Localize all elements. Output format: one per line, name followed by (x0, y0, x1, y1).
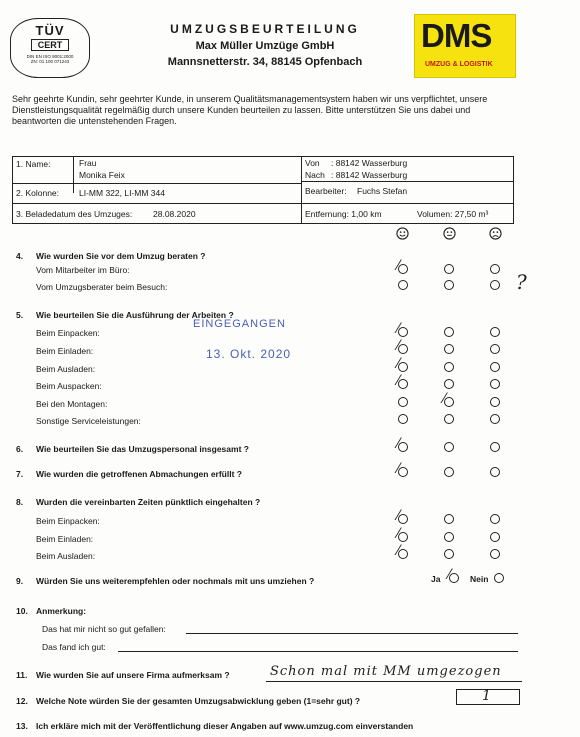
q6-text: Wie beurteilen Sie das Umzugspersonal insgesamt ? (36, 444, 249, 454)
check-mark-icon: ⁄ (397, 338, 400, 354)
tuv-logo-iso (11, 54, 89, 64)
q10-line1[interactable] (186, 633, 518, 634)
q10-number: 10. (16, 606, 28, 616)
check-mark-icon: ⁄ (397, 461, 400, 477)
check-mark-icon: ⁄ (397, 436, 400, 452)
q9-number: 9. (16, 576, 24, 586)
q13-number: 13. (16, 721, 28, 731)
von-label: Von (305, 158, 320, 168)
q9-ja-label: Ja (431, 574, 441, 584)
tuv-logo-text: TÜV (35, 23, 65, 38)
rating-circle[interactable] (444, 344, 454, 354)
q4-number: 4. (16, 251, 24, 261)
name-value: Monika Feix (79, 170, 125, 180)
q11-text: Wie wurden Sie auf unsere Firma aufmerksam ? (36, 670, 230, 680)
q10-sub1: Das hat mir nicht so gut gefallen: (42, 624, 166, 634)
rating-circle[interactable] (444, 467, 454, 477)
rating-circle[interactable] (490, 327, 500, 337)
rating-circle[interactable] (398, 532, 408, 542)
check-mark-icon: ⁄ (397, 508, 400, 524)
dms-logo (414, 14, 516, 78)
volumen-value: Volumen: 27,50 m³ (417, 209, 489, 219)
rating-circle[interactable] (444, 442, 454, 452)
q8-text: Wurden die vereinbarten Zeiten pünktlich eingehalten ? (36, 497, 261, 507)
datum-value: 28.08.2020 (153, 209, 196, 219)
check-mark-icon: ⁄ (397, 356, 400, 372)
rating-circle[interactable] (490, 379, 500, 389)
q12-text: Welche Note würden Sie der gesamten Umzugsabwicklung geben (1=sehr gut) ? (36, 696, 361, 706)
q9-ja-circle[interactable] (449, 573, 459, 583)
q8-sub3: Beim Ausladen: (36, 551, 96, 561)
q13-text: Ich erkläre mich mit der Veröffentlichung dieser Angaben auf www.umzug.com einverstanden (36, 721, 414, 731)
rating-circle[interactable] (490, 344, 500, 354)
check-mark-icon: ⁄ (443, 391, 446, 407)
rating-circle[interactable] (490, 442, 500, 452)
rating-circle[interactable] (490, 549, 500, 559)
customer-info-table (12, 156, 514, 224)
rating-circle[interactable] (444, 379, 454, 389)
rating-circle[interactable] (398, 442, 408, 452)
smiley-happy-icon (396, 227, 409, 240)
kolonne-value: LI-MM 322, LI-MM 344 (79, 188, 165, 198)
handwritten-question-mark: ? (516, 270, 527, 294)
tuv-logo-cert: CERT (31, 39, 70, 51)
bearbeiter-label: Bearbeiter: (305, 186, 347, 196)
name-label: 1. Name: (16, 159, 51, 169)
rating-circle[interactable] (490, 264, 500, 274)
rating-circle[interactable] (398, 264, 408, 274)
rating-circle[interactable] (490, 414, 500, 424)
q8-sub1: Beim Einpacken: (36, 516, 100, 526)
kolonne-label: 2. Kolonne: (16, 188, 60, 198)
rating-circle[interactable] (490, 362, 500, 372)
rating-circle[interactable] (444, 264, 454, 274)
rating-circle[interactable] (398, 514, 408, 524)
von-value: : 88142 Wasserburg (331, 158, 408, 168)
rating-circle[interactable] (398, 467, 408, 477)
rating-circle[interactable] (490, 397, 500, 407)
smiley-neutral-icon (443, 227, 456, 240)
q8-sub2: Beim Einladen: (36, 534, 94, 544)
q7-text: Wie wurden die getroffenen Abmachungen erfüllt ? (36, 469, 242, 479)
q4-sub1: Vom Mitarbeiter im Büro: (36, 265, 130, 275)
page-title: UMZUGSBEURTEILUNG (170, 22, 360, 36)
q10-sub2: Das fand ich gut: (42, 642, 106, 652)
q11-handwritten-answer: Schon mal mit MM umgezogen (270, 664, 502, 679)
q5-sub1: Beim Einpacken: (36, 328, 100, 338)
q9-text: Würden Sie uns weiterempfehlen oder nochmals mit uns umziehen ? (36, 576, 315, 586)
q10-line2[interactable] (118, 651, 518, 652)
q11-line (266, 681, 522, 682)
rating-circle[interactable] (398, 397, 408, 407)
q4-sub2: Vom Umzugsberater beim Besuch: (36, 282, 168, 292)
check-mark-icon: ⁄ (448, 567, 451, 583)
rating-circle[interactable] (444, 414, 454, 424)
tuv-cert-logo (10, 18, 90, 78)
bearbeiter-value: Fuchs Stefan (357, 186, 408, 196)
nach-value: : 88142 Wasserburg (331, 170, 408, 180)
rating-circle[interactable] (444, 280, 454, 290)
q5-sub2: Beim Einladen: (36, 346, 94, 356)
received-stamp-label: EINGEGANGEN (193, 318, 286, 330)
rating-circle[interactable] (398, 344, 408, 354)
rating-circle[interactable] (398, 414, 408, 424)
rating-circle[interactable] (398, 362, 408, 372)
received-stamp-date: 13. Okt. 2020 (206, 347, 292, 361)
rating-circle[interactable] (490, 467, 500, 477)
rating-circle[interactable] (398, 327, 408, 337)
rating-circle[interactable] (398, 280, 408, 290)
company-address: Mannsnetterstr. 34, 88145 Opfenbach (167, 56, 363, 68)
rating-circle[interactable] (444, 327, 454, 337)
q4-text: Wie wurden Sie vor dem Umzug beraten ? (36, 251, 206, 261)
q6-number: 6. (16, 444, 24, 454)
q9-nein-circle[interactable] (494, 573, 504, 583)
q5-sub5: Bei den Montagen: (36, 399, 108, 409)
q5-sub6: Sonstige Serviceleistungen: (36, 416, 141, 426)
name-title: Frau (79, 158, 97, 168)
entfernung-value: Entfernung: 1,00 km (305, 209, 382, 219)
q9-nein-label: Nein (470, 574, 489, 584)
rating-circle[interactable] (490, 280, 500, 290)
check-mark-icon: ⁄ (397, 258, 400, 274)
rating-circle[interactable] (398, 379, 408, 389)
intro-text: Sehr geehrte Kundin, sehr geehrter Kunde, in unserem Qualitätsmanagementsystem haben wir uns verpflichtet, unsere Dienstleistungsqualität regelmäßig durch unsere Kunden beurteilen zu lassen. Bitte unterstützen Sie uns dabei und beantworten die untenstehenden Fragen. (12, 94, 488, 126)
q5-number: 5. (16, 310, 24, 320)
q5-text: Wie beurteilen Sie die Ausführung der Arbeiten ? (36, 310, 234, 320)
q5-sub4: Beim Auspacken: (36, 381, 102, 391)
q8-number: 8. (16, 497, 24, 507)
tuv-zn: ZN: 01 100 071243 (30, 59, 70, 64)
rating-circle[interactable] (444, 362, 454, 372)
rating-circle[interactable] (444, 397, 454, 407)
rating-circle[interactable] (398, 549, 408, 559)
check-mark-icon: ⁄ (397, 373, 400, 389)
datum-label: 3. Beladedatum des Umzuges: (16, 209, 133, 219)
q10-text: Anmerkung: (36, 606, 87, 616)
q7-number: 7. (16, 469, 24, 479)
check-mark-icon: ⁄ (397, 321, 400, 337)
q5-sub3: Beim Ausladen: (36, 364, 96, 374)
rating-circle[interactable] (444, 532, 454, 542)
check-mark-icon: ⁄ (397, 526, 400, 542)
smiley-sad-icon (489, 227, 502, 240)
tuv-iso: DIN EN ISO 9001:2000 (26, 54, 74, 59)
q12-handwritten-grade: 1 (482, 688, 491, 704)
rating-circle[interactable] (444, 549, 454, 559)
q11-number: 11. (16, 670, 28, 680)
rating-circle[interactable] (444, 514, 454, 524)
rating-circle[interactable] (490, 514, 500, 524)
dms-logo-tagline: UMZUG & LOGISTIK (425, 61, 493, 68)
q12-number: 12. (16, 696, 28, 706)
rating-circle[interactable] (490, 532, 500, 542)
dms-logo-name: DMS (421, 17, 492, 54)
nach-label: Nach (305, 170, 325, 180)
check-mark-icon: ⁄ (397, 543, 400, 559)
company-name: Max Müller Umzüge GmbH (195, 40, 335, 52)
